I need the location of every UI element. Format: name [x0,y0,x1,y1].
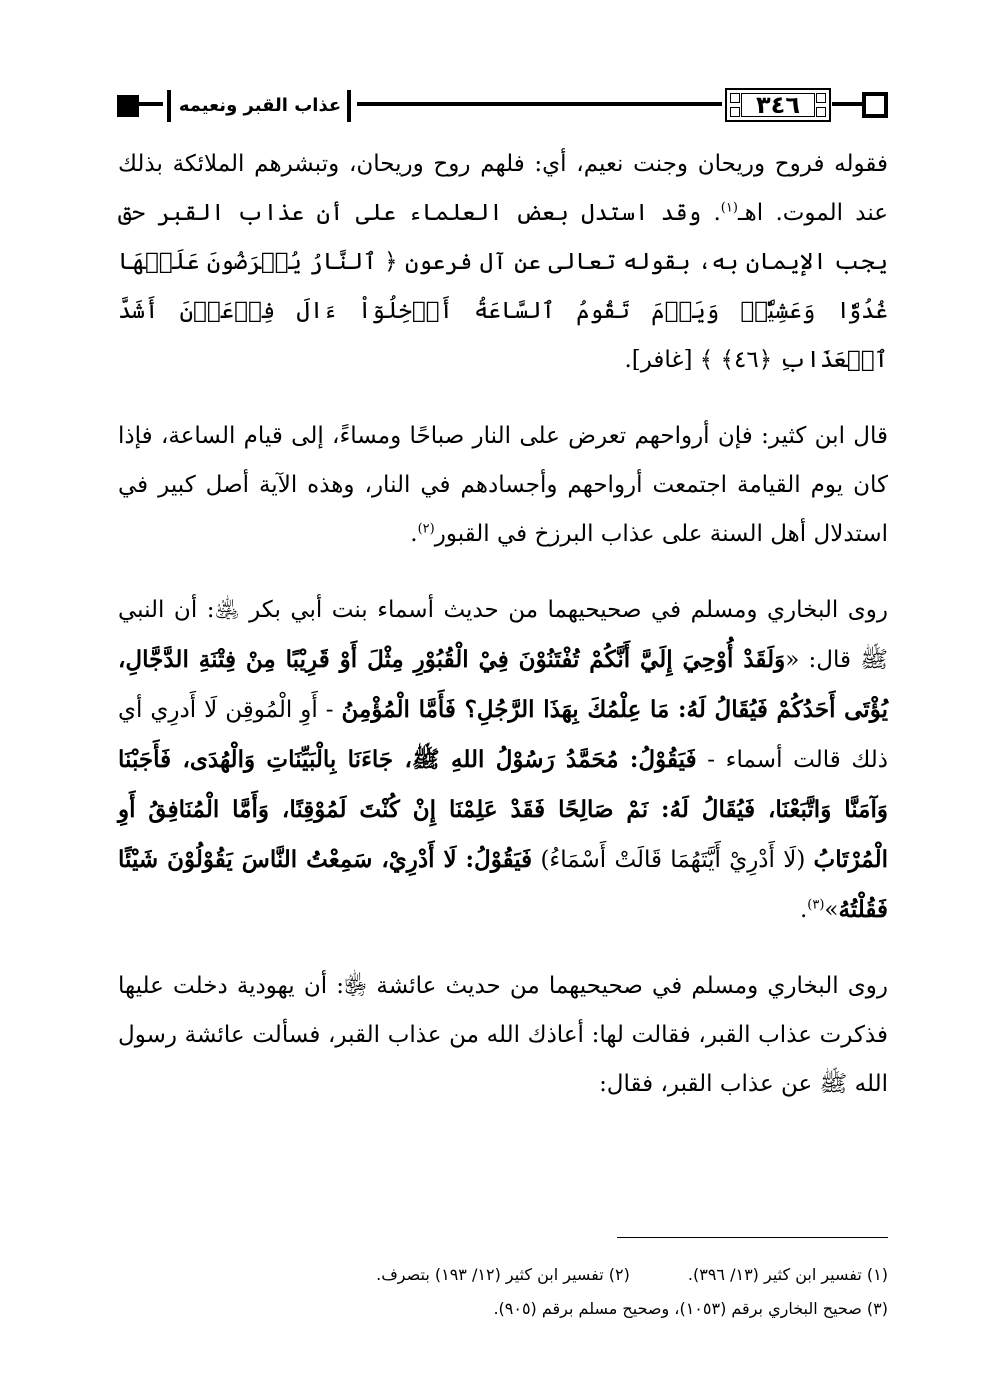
hadith-text: فَيَقُوْلُ: لَا أَدْرِيْ، سَمِعْتُ النَّاسَ يَقُوْلُوْنَ شَيْئًا فَقُلْتُهُ [118,846,888,923]
footnote-ref: (٣) [807,897,825,913]
body-text: . [799,897,808,923]
footnote-2: (٢) تفسير ابن كثير (١٢/ ١٩٣) بتصرف. [376,1265,630,1284]
page-number: ٣٤٦ [756,91,800,119]
footnote-row [118,1258,888,1292]
quran-verse: ﴿ ٱلنَّارُ يُعۡرَضُونَ عَلَيۡهَا غُدُوّٗا وَعَشِيّٗاۚ وَيَوۡمَ تَقُومُ ٱلسَّاعَةُ أَدۡخِلُوٓاْ ءَالَ فِرۡعَوۡنَ أَشَدَّ ٱلۡعَذَابِ ﴿٤٦﴾ ﴾ [118,249,888,373]
frame-corner-ornament [816,107,826,117]
footnote-row [118,1292,888,1326]
body-text: قال ابن كثير: فإن أرواحهم تعرض على النار صباحًا ومساءً، إلى قيام الساعة، فإذا كان يوم القيامة اجتمعت أرواحهم وأجسادهم في النار، وهذه الآية أصل كبير في استدلال أهل السنة على عذاب البرزخ في القبور [118,423,888,547]
hadith-text: وَلَقَدْ أُوْحِيَ إِلَيَّ أَنَّكُمْ تُفْتَنُوْنَ فِيْ الْقُبُوْرِ مِثْلَ أَوْ قَرِيْبًا مِنْ فِتْنَةِ الدَّجَّالِ، يُؤْتَى أَحَدُكُمْ فَيُقَالُ لَهُ: مَا عِلْمُكَ بِهَذَا الرَّجُلِ؟ فَأَمَّا الْمُؤْمِنُ [118,646,888,723]
paragraph [118,412,888,559]
header-divider [167,90,171,122]
frame-corner-ornament [816,93,826,103]
quote-mark: » [824,897,839,923]
header-ornament-hollow-square [862,92,888,118]
running-header [117,88,887,124]
body-text: روى البخاري ومسلم في صحيحيهما من حديث أسماء بنت أبي بكر ﵁: أن النبي ﷺ قال: « [118,597,888,673]
footnote-3: (٣) صحيح البخاري برقم (١٠٥٣)، وصحيح مسلم برقم (٩٠٥). [493,1299,888,1318]
narrator-note: (لَا أَدْرِيْ أَيَّتَهُمَا قَالَتْ أَسْمَاءُ) [532,847,814,873]
frame-corner-ornament [730,93,740,103]
body-text: فقوله فروح وريحان وجنت نعيم، أي: فلهم روح وريحان، وتبشرهم الملائكة بذلك عند الموت. اهـ [118,151,888,226]
header-rule [357,102,722,106]
hadith-text: فَيَقُوْلُ: مُحَمَّدُ رَسُوْلُ اللهِ ﷺ، جَاءَنَا بِالْبَيِّنَاتِ وَالْهُدَى، فَأَجَبْنَا وَآمَنَّا وَاتَّبَعْنَا، فَيُقَالُ لَهُ: نَمْ صَالِحًا فَقَدْ عَلِمْنَا إِنْ كُنْتَ لَمُوْقِنًا، وَأَمَّا الْمُنَافِقُ أَوِ الْمُرْتَابُ [118,746,888,873]
footnote-1: (١) تفسير ابن كثير (١٣/ ٣٩٦). [687,1265,888,1284]
narrator-note: - أَوِ الْمُوقِن لَا أَدرِي أي ذلك قالت أسماء - [118,697,888,773]
footnote-separator [617,1237,888,1238]
frame-corner-ornament [730,107,740,117]
page-body [118,140,888,1109]
chapter-title: عذاب القبر ونعيمه [178,95,342,116]
body-text: . وقد استدل بعض العلماء على أن عذاب القبر حق يجب الإيمان به، بقوله تعالى عن آل فرعون [118,200,889,275]
page-number-frame [725,88,831,122]
paragraph [118,140,888,385]
footnote-ref: (١) [720,200,738,216]
footnote-ref: (٢) [417,521,435,537]
header-rule [139,102,163,106]
body-text: روى البخاري ومسلم في صحيحيهما من حديث عائشة ﵂: أن يهودية دخلت عليها فذكرت عذاب القبر، فقالت لها: أعاذك الله من عذاب القبر، فسألت عائشة رسول الله ﷺ عن عذاب القبر، فقال: [118,973,888,1097]
header-divider [347,90,351,122]
paragraph [118,586,888,935]
verse-source: [غافر]. [624,347,693,373]
body-text: . [410,521,418,547]
header-ornament-square [117,95,139,117]
footnotes [118,1258,888,1326]
paragraph [118,962,888,1109]
header-rule [832,102,862,106]
